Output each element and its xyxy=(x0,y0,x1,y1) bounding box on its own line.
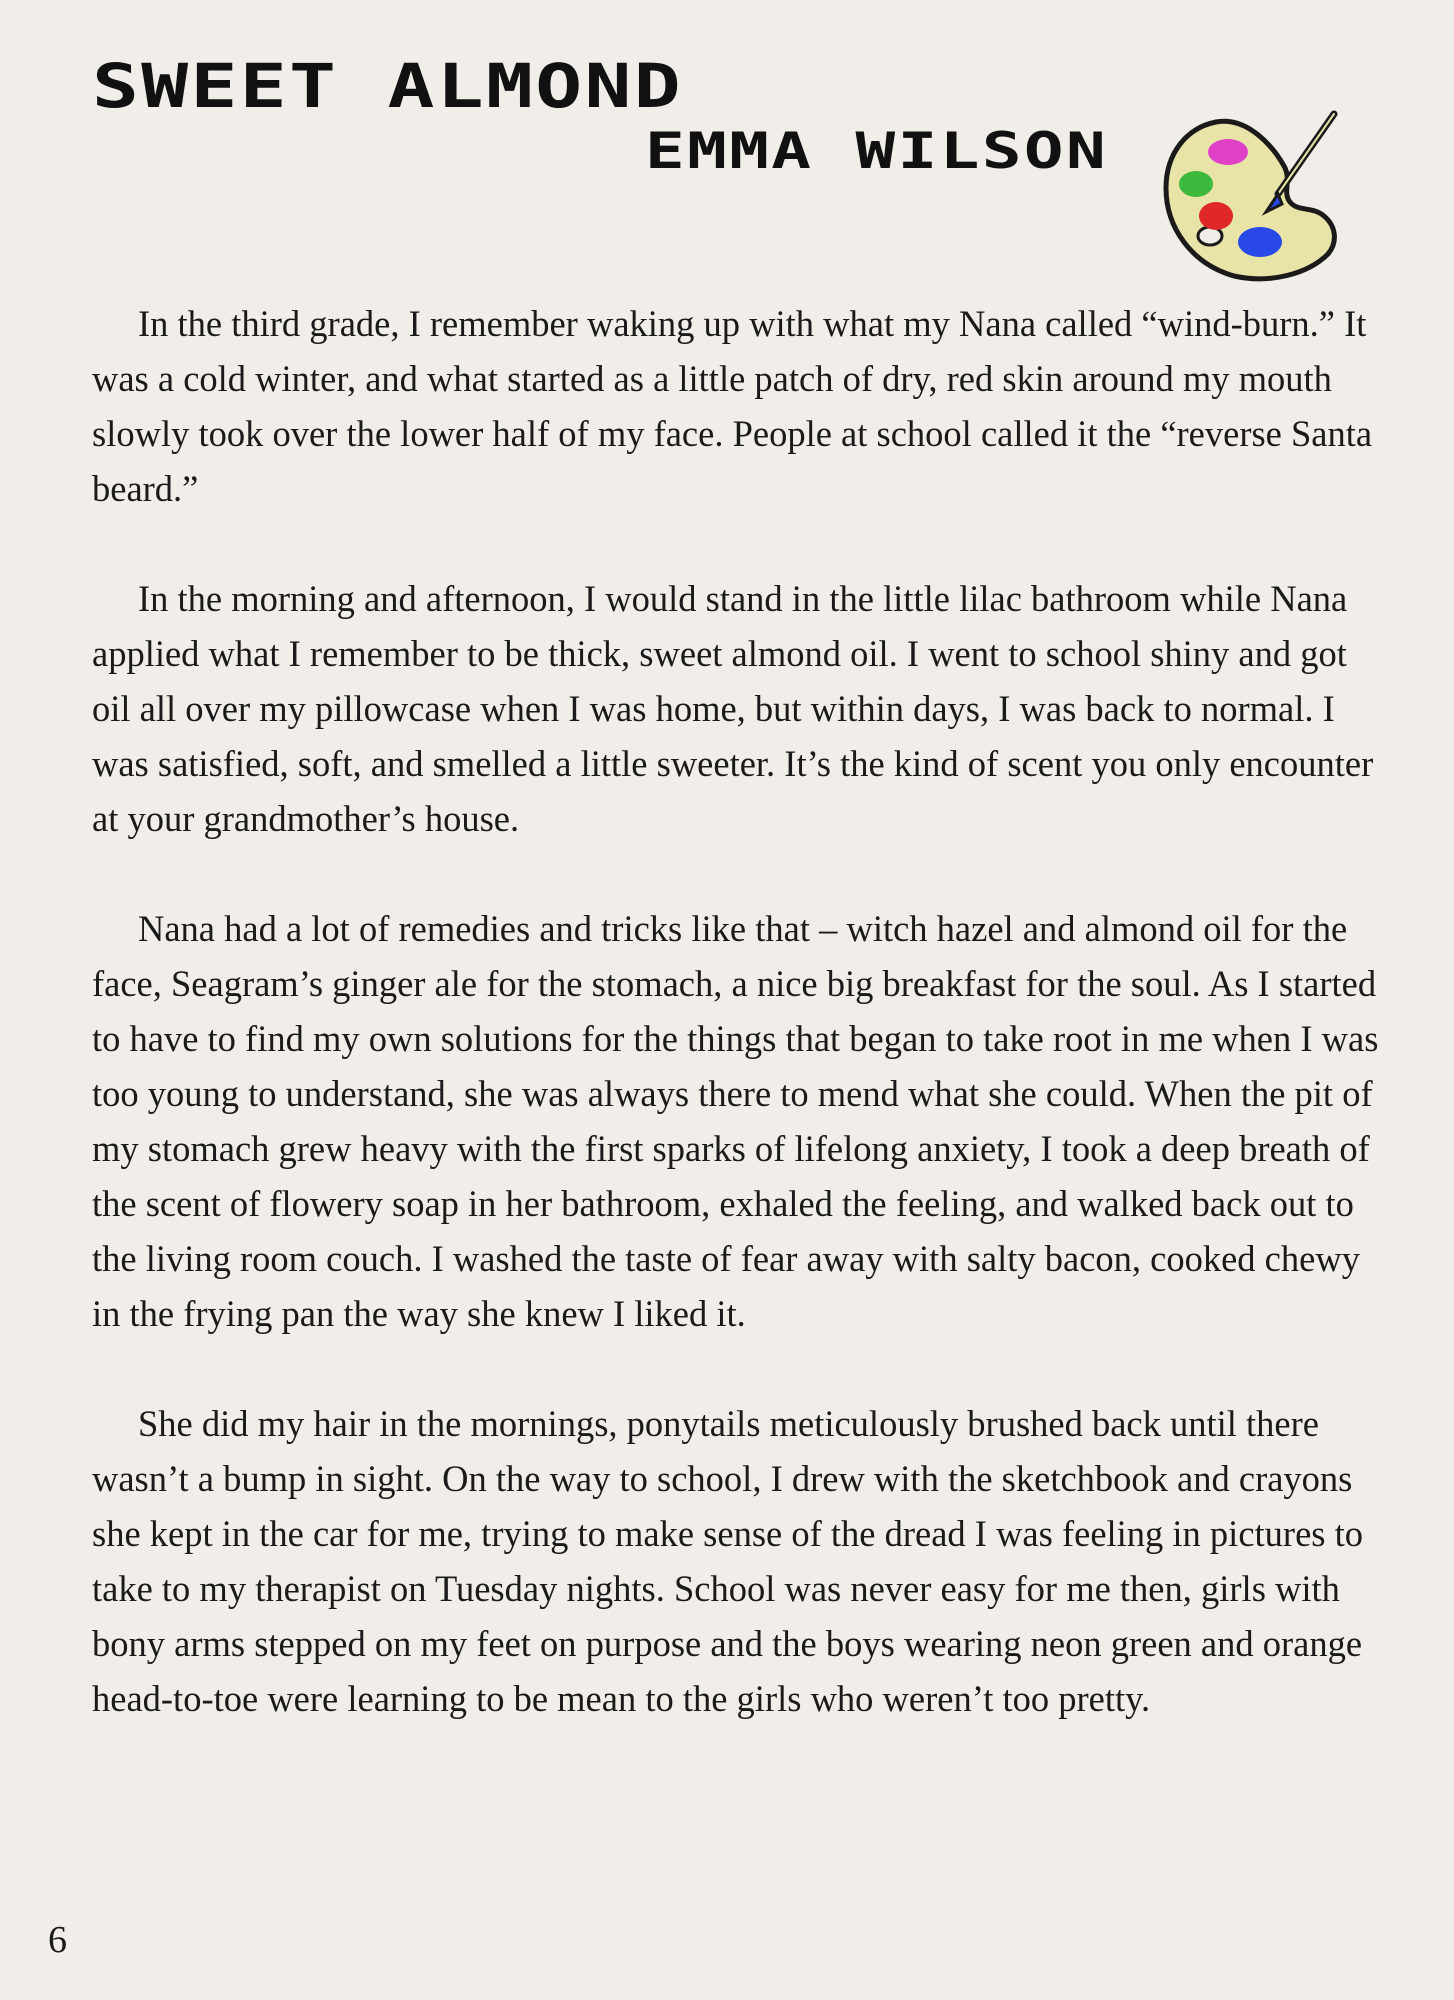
page-title: SWEET ALMOND xyxy=(92,50,683,122)
article-body xyxy=(92,296,1382,1781)
paint-red xyxy=(1199,202,1233,230)
paint-palette-icon xyxy=(1158,108,1344,284)
paint-pink xyxy=(1208,139,1248,165)
paint-green xyxy=(1179,171,1213,197)
paragraph-4: She did my hair in the mornings, ponytails meticulously brushed back until there wasn’t a bump in sight. On the way to school, I drew with the sketchbook and crayons she kept in the car for me, trying to make sense of the dread I was feeling in pictures to take to my therapist on Tuesday nights. School was never easy for me then, girls with bony arms stepped on my feet on purpose and the boys wearing neon green and orange head-to-toe were learning to be mean to the girls who weren’t too pretty. xyxy=(92,1403,1363,1719)
paragraph-3: Nana had a lot of remedies and tricks like that – witch hazel and almond oil for the face, Seagram’s ginger ale for the stomach, a nice big breakfast for the soul. As I started to have to find my own solutions for the things that began to take root in me when I was too young to understand, she was always there to mend what she could. When the pit of my stomach grew heavy with the first sparks of lifelong anxiety, I took a deep breath of the scent of flowery soap in her bathroom, exhaled the feeling, and walked back out to the living room couch. I washed the taste of fear away with salty bacon, cooked chewy in the frying pan the way she knew I liked it. xyxy=(92,908,1379,1334)
page-number: 6 xyxy=(48,1919,67,1961)
paragraph-1: In the third grade, I remember waking up with what my Nana called “wind-burn.” It was a cold winter, and what started as a little patch of dry, red skin around my mouth slowly took over the lower half of my face. People at school called it the “reverse Santa beard.” xyxy=(92,303,1373,509)
paint-blue xyxy=(1238,227,1282,257)
paragraph-2: In the morning and afternoon, I would stand in the little lilac bathroom while Nana applied what I remember to be thick, sweet almond oil. I went to school shiny and got oil all over my pillowcase when I was home, but within days, I was back to normal. I was satisfied, soft, and smelled a little sweeter. It’s the kind of scent you only encounter at your grandmother’s house. xyxy=(92,578,1374,839)
author-name: EMMA WILSON xyxy=(645,121,1109,180)
